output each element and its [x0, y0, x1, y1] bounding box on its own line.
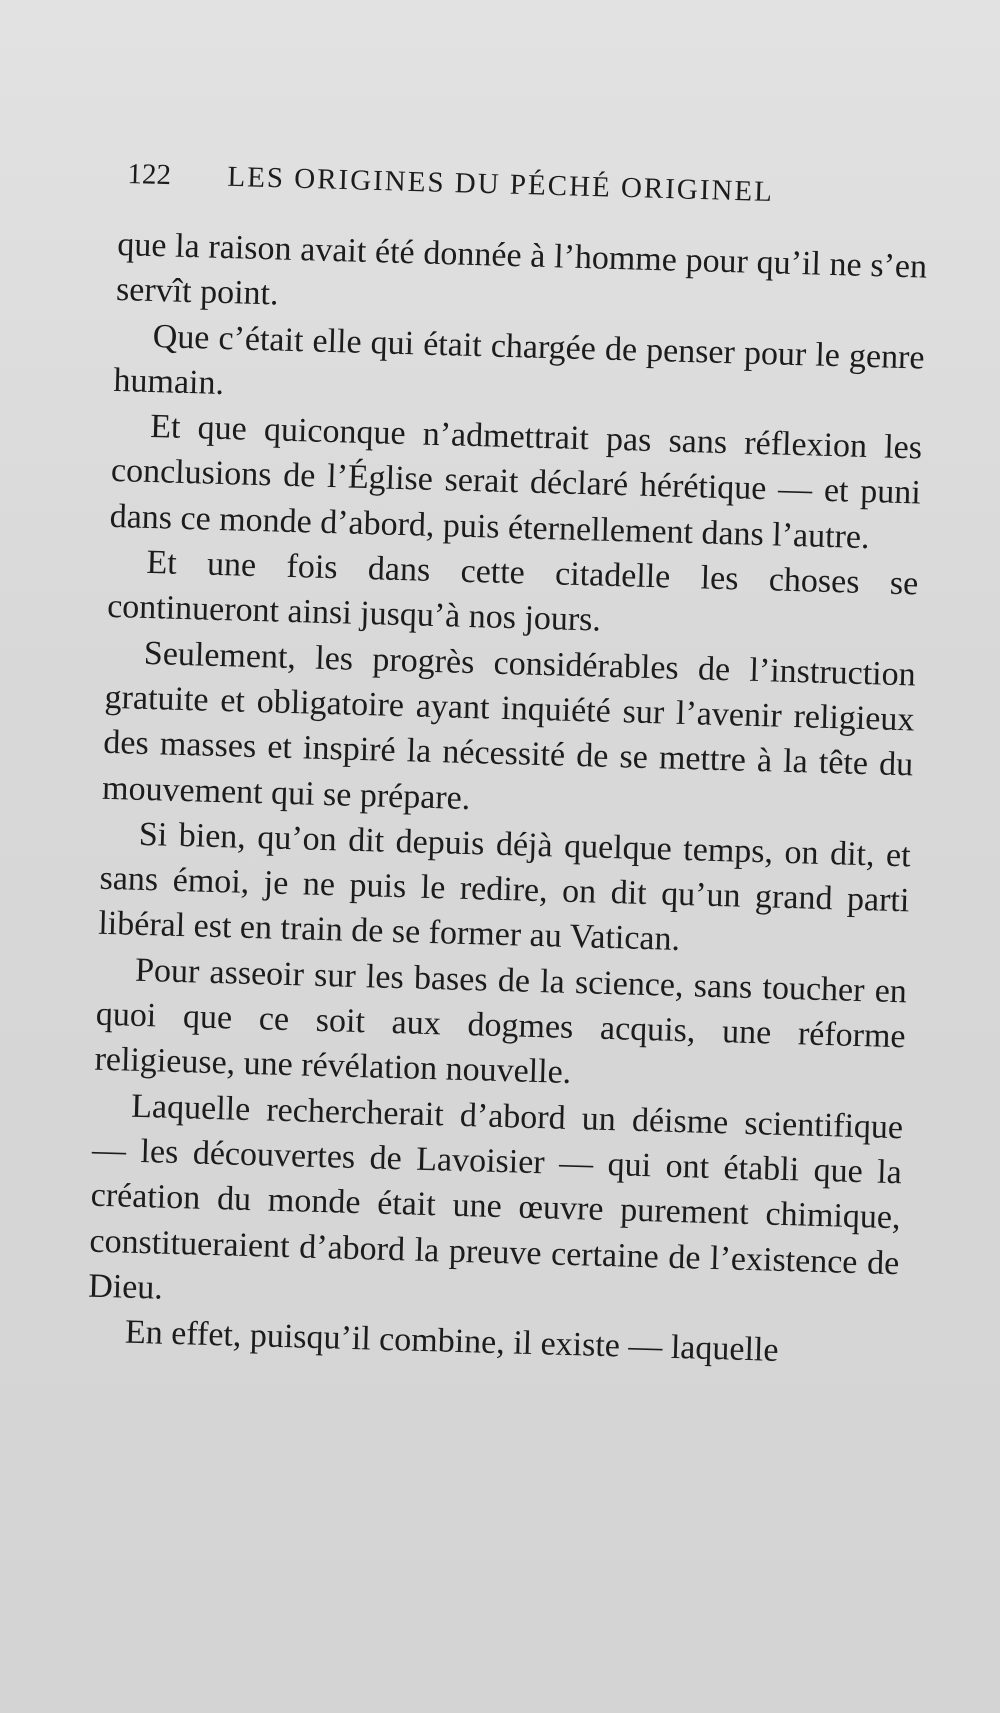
paragraph-2: Que c’était elle qui était chargée de penser pour le genre humain. — [113, 317, 926, 402]
paragraph-5: Seulement, les progrès considérables de l’instruction gratuite et obligatoire ayant inquiété sur l’avenir religieux des masses et inspiré la nécessité de se mettre à la tête du mouvement qui se prépare. — [101, 634, 917, 817]
body-text — [86, 222, 927, 1377]
paragraph-1: que la raison avait été donnée à l’homme pour qu’il ne s’en servît point. — [115, 225, 928, 313]
paragraph-7: Pour asseoir sur les bases de la science, sans toucher en quoi que ce soit aux dogmes acquis, une réforme religieuse, une révélation nouvelle. — [94, 951, 908, 1092]
paragraph-9: En effet, puisqu’il combine, il existe — laquelle — [124, 1313, 779, 1369]
paragraph-4: Et une fois dans cette citadelle les choses se continueront ainsi jusqu’à nos jours. — [106, 544, 919, 640]
paragraph-8: Laquelle rechercherait d’abord un déisme scientifique — les découvertes de Lavoisier — qui ont établi que la création du monde était une œuvre purement chimique, constitueraient d’abord la preuve certaine de l’existence de Dieu. — [87, 1087, 904, 1307]
page-number: 122 — [127, 158, 172, 192]
paragraph-6: Si bien, qu’on dit depuis déjà quelque temps, on dit, et sans émoi, je ne puis le redire, on dit qu’un grand parti libéral est en train de se former au Vatican. — [97, 815, 912, 959]
running-head: LES ORIGINES DU PÉCHÉ ORIGINEL — [227, 160, 775, 209]
paragraph-3: Et que quiconque n’admettrait pas sans réflexion les conclusions de l’Église serait déclaré hérétique — et puni dans ce monde d’abord, puis éternellement dans l’autre. — [109, 408, 923, 556]
page-header — [127, 158, 848, 218]
